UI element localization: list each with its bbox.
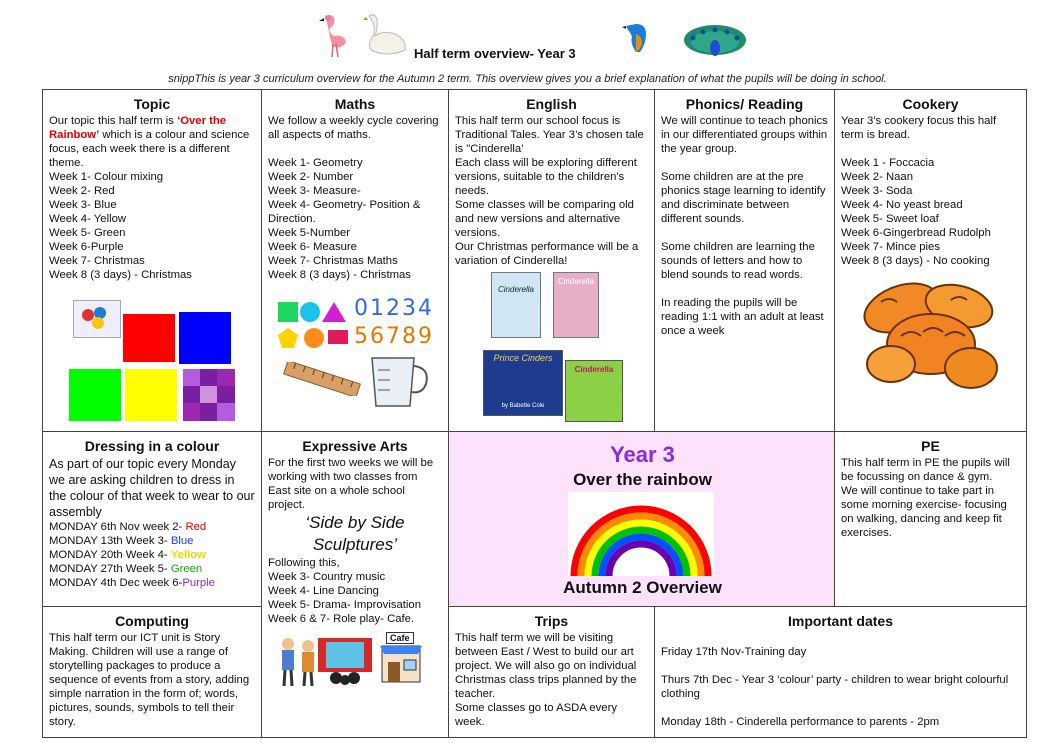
page-subtitle: snippThis is year 3 curriculum overview for the Autumn 2 term. This overview gives you a brief explanation of what the pupils will be doing in school.: [168, 73, 887, 85]
peacock-icon: [683, 18, 747, 58]
theatre-icon: [318, 638, 372, 686]
cookery-week: Week 2- Naan: [841, 171, 914, 183]
dressing-heading: Dressing in a colour: [84, 438, 220, 454]
topic-highlight: ‘Over the Rainbow’: [49, 115, 227, 141]
maths-week: Week 2- Number: [268, 171, 354, 183]
topic-week: Week 2- Red: [49, 185, 115, 197]
computing-text: This half term our ICT unit is Story Making. Children will use a range of storytelling packages to produce a sequence of events from a story, adding simple narration in the form of; words, pictures, sounds, symbols to tell their story.: [49, 632, 250, 728]
pe-heading: PE: [921, 438, 940, 454]
topic-week: Week 1- Colour mixing: [49, 171, 164, 183]
cookery-week: Week 3- Soda: [841, 185, 913, 197]
arts-intro: For the first two weeks we will be working with two classes from East site on a whole school project.: [268, 457, 434, 511]
cafe-icon: [380, 632, 422, 684]
dressing-box: [42, 431, 262, 607]
phonics-heading: Phonics/ Reading: [685, 96, 804, 112]
shapes-icon: [276, 300, 366, 352]
english-heading: English: [526, 96, 577, 112]
arts-quote: ‘Side by Side Sculptures’: [305, 513, 405, 554]
maths-week: Week 4- Geometry- Position & Direction.: [268, 199, 421, 225]
dates-heading: Important dates: [787, 613, 893, 629]
topic-week: Week 4- Yellow: [49, 213, 127, 225]
rainbow-icon: [568, 492, 714, 576]
dates-box: [654, 606, 1027, 738]
digits-row-2: 56789: [354, 324, 434, 349]
topic-week: Week 7- Christmas: [49, 255, 145, 267]
purple-swatch: [183, 369, 235, 421]
red-swatch: [123, 314, 175, 362]
center-panel: [448, 431, 835, 607]
center-footer: Autumn 2 Overview: [563, 578, 722, 597]
book-cinderella-3: Cinderella: [565, 360, 623, 422]
dressing-day: MONDAY 20th Week 4- Yellow: [49, 549, 206, 561]
computing-box: [42, 606, 262, 738]
arts-week: Week 4- Line Dancing: [268, 585, 379, 597]
bread-icon: [861, 272, 1001, 396]
computing-heading: Computing: [115, 613, 189, 629]
trips-box: [448, 606, 655, 738]
maths-week: Week 5-Number: [268, 227, 351, 239]
page-title: Half term overview- Year 3: [414, 46, 576, 61]
paint-palette-icon: [73, 300, 121, 338]
center-topic: Over the rainbow: [573, 470, 712, 489]
arts-heading: Expressive Arts: [302, 438, 408, 454]
cookery-week: Week 6-Gingerbread Rudolph: [841, 227, 991, 239]
flamingo-icon: [318, 12, 348, 58]
cookery-week: Week 4- No yeast bread: [841, 199, 963, 211]
topic-box: [42, 89, 262, 432]
pe-box: [834, 431, 1027, 607]
center-year: Year 3: [610, 442, 675, 467]
trips-text-2: Some classes go to ASDA every week.: [455, 702, 618, 728]
yellow-swatch: [125, 369, 177, 421]
topic-week: Week 8 (3 days) - Christmas: [49, 269, 192, 281]
topic-intro: Our topic this half term is ‘Over the Rainbow’ which is a colour and science focus, each week there is a different theme.: [49, 115, 250, 169]
maths-week: Week 1- Geometry: [268, 157, 363, 169]
blue-swatch: [179, 312, 231, 364]
cookery-week: Week 8 (3 days) - No cooking: [841, 255, 990, 267]
trips-heading: Trips: [534, 613, 569, 629]
date-item: Monday 18th - Cinderella performance to parents - 2pm: [661, 716, 940, 728]
topic-week: Week 6-Purple: [49, 241, 124, 253]
english-line: Some classes will be comparing old and new versions and alternative versions.: [455, 199, 634, 239]
date-item: Thurs 7th Dec - Year 3 ‘colour’ party - children to wear bright colourful clothing: [661, 674, 1009, 700]
date-item: Friday 17th Nov-Training day: [661, 646, 807, 658]
arts-box: [261, 431, 449, 738]
phonics-para: Some children are learning the sounds of letters and how to blend sounds to read words.: [661, 241, 815, 281]
cafe-sign: Cafe: [386, 632, 414, 644]
cookery-box: [834, 89, 1027, 432]
arts-week: Week 5- Drama- Improvisation: [268, 599, 421, 611]
people-icon: [278, 636, 318, 688]
book-cinderella-1: Cinderella: [491, 272, 541, 338]
book-cinderella-2: Cinderella: [553, 272, 599, 338]
maths-week: Week 3- Measure-: [268, 185, 361, 197]
arts-week: Week 3- Country music: [268, 571, 386, 583]
english-line: Each class will be exploring different versions, suitable to the children's needs.: [455, 157, 637, 197]
cookery-intro: Year 3’s cookery focus this half term is bread.: [841, 115, 997, 141]
maths-week: Week 7- Christmas Maths: [268, 255, 398, 267]
maths-intro: We follow a weekly cycle covering all aspects of maths.: [268, 115, 439, 141]
maths-heading: Maths: [334, 96, 376, 112]
pe-para: We will continue to take part in some morning exercise- focusing on walking, dancing and keep fit exercises.: [841, 485, 1007, 539]
english-box: [448, 89, 655, 432]
cookery-week: Week 1 - Foccacia: [841, 157, 935, 169]
dressing-day: MONDAY 4th Dec week 6-Purple: [49, 577, 215, 589]
pe-para: This half term in PE the pupils will be focussing on dance & gym.: [841, 457, 1010, 483]
topic-week: Week 3- Blue: [49, 199, 117, 211]
swan-icon: [363, 12, 409, 58]
english-line: This half term our school focus is Traditional Tales. Year 3’s chosen tale is "Cinderella’: [455, 115, 644, 155]
cookery-week: Week 7- Mince pies: [841, 241, 940, 253]
phonics-para: In reading the pupils will be reading 1:1 with an adult at least once a week: [661, 297, 824, 337]
measuring-jug-icon: [364, 352, 432, 412]
arts-week: Week 6 & 7- Role play- Cafe.: [268, 613, 415, 625]
phonics-para: We will continue to teach phonics in our differentiated groups within the year group.: [661, 115, 828, 155]
cookery-heading: Cookery: [902, 96, 959, 112]
dressing-day: MONDAY 27th Week 5- Green: [49, 563, 203, 575]
maths-box: [261, 89, 449, 432]
trips-text: This half term we will be visiting between East / West to build our art project. We will also go on individual Christmas class trips planned by the teacher.: [455, 632, 637, 700]
phonics-box: [654, 89, 835, 432]
kingfisher-icon: [622, 18, 656, 54]
cookery-week: Week 5- Sweet loaf: [841, 213, 939, 225]
dressing-intro: As part of our topic every Monday we are asking children to dress in the colour of that week to wear to our assembly: [49, 457, 255, 519]
topic-week: Week 5- Green: [49, 227, 126, 239]
ruler-icon: [282, 362, 362, 396]
book-prince-cinders: Prince Cinders by Babette Cole: [483, 350, 563, 416]
digits-row-1: 01234: [354, 296, 434, 321]
english-line: Our Christmas performance will be a variation of Cinderella!: [455, 241, 639, 267]
green-swatch: [69, 369, 121, 421]
arts-following: Following this,: [268, 557, 340, 569]
topic-heading: Topic: [133, 96, 171, 112]
dressing-day: MONDAY 13th Week 3- Blue: [49, 535, 194, 547]
maths-week: Week 8 (3 days) - Christmas: [268, 269, 411, 281]
dressing-day: MONDAY 6th Nov week 2- Red: [49, 521, 207, 533]
maths-week: Week 6- Measure: [268, 241, 357, 253]
phonics-para: Some children are at the pre phonics stage learning to identify and discriminate between different sounds.: [661, 171, 826, 225]
